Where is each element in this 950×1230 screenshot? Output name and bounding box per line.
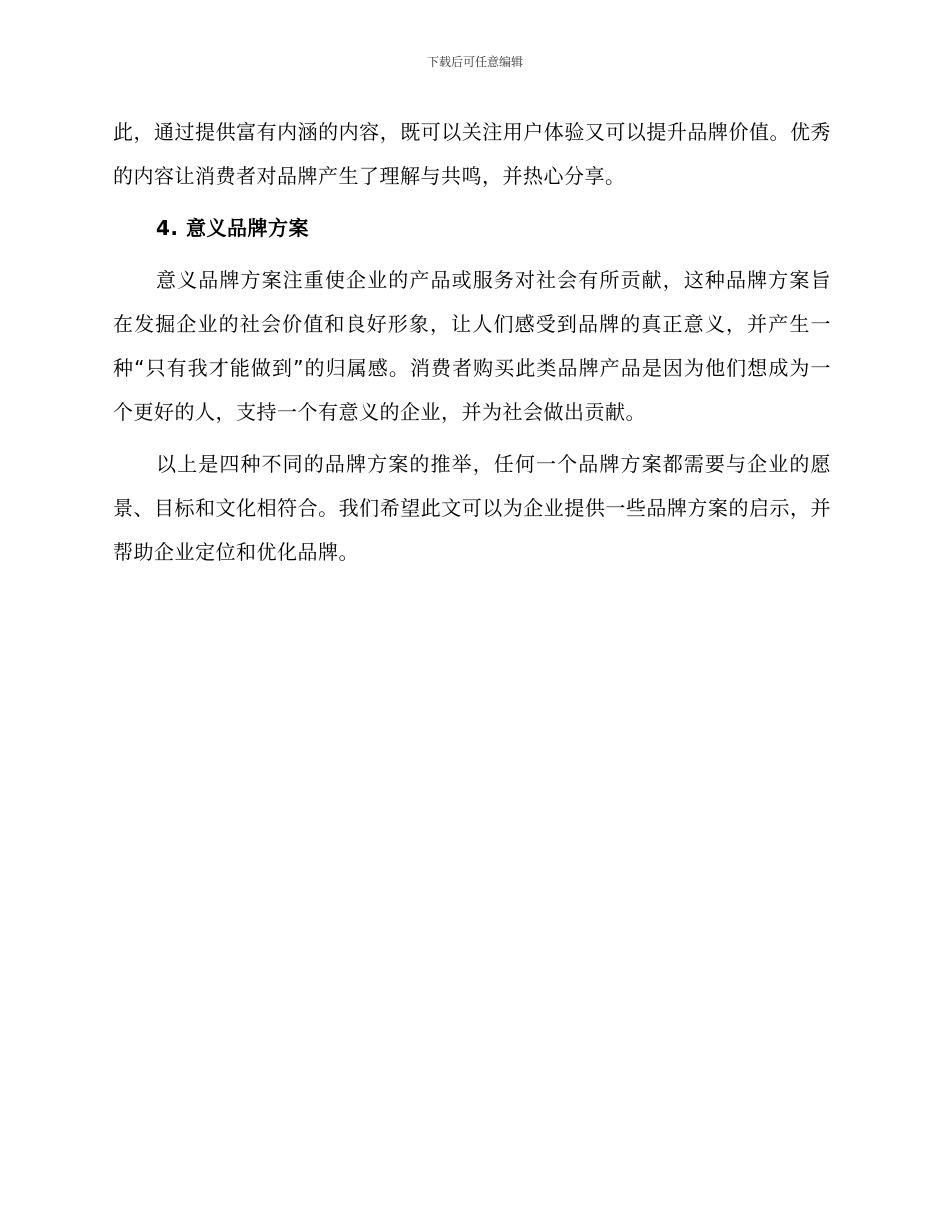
section-heading: 4. 意义品牌方案 — [156, 216, 309, 240]
paragraph-meaning-brand: 意义品牌方案注重使企业的产品或服务对社会有所贡献，这种品牌方案旨在发掘企业的社会价值和良好形象，让人们感受到品牌的真正意义，并产生一种“只有我才能做到”的归属感。消费者购买此类品牌产品是因为他们想成为一个更好的人，支持一个有意义的企业，并为社会做出贡献。 — [113, 268, 831, 424]
paragraph-gap — [113, 198, 831, 206]
paragraph-gap — [113, 250, 831, 258]
paragraph-gap — [113, 434, 831, 442]
document-body — [113, 110, 831, 574]
page-header: 下载后可任意编辑 — [426, 55, 523, 69]
paragraph-conclusion: 以上是四种不同的品牌方案的推举，任何一个品牌方案都需要与企业的愿景、目标和文化相符合。我们希望此文可以为企业提供一些品牌方案的启示，并帮助企业定位和优化品牌。 — [113, 452, 831, 564]
paragraph-continued: 此，通过提供富有内涵的内容，既可以关注用户体验又可以提升品牌价值。优秀的内容让消费者对品牌产生了理解与共鸣，并热心分享。 — [113, 120, 831, 188]
